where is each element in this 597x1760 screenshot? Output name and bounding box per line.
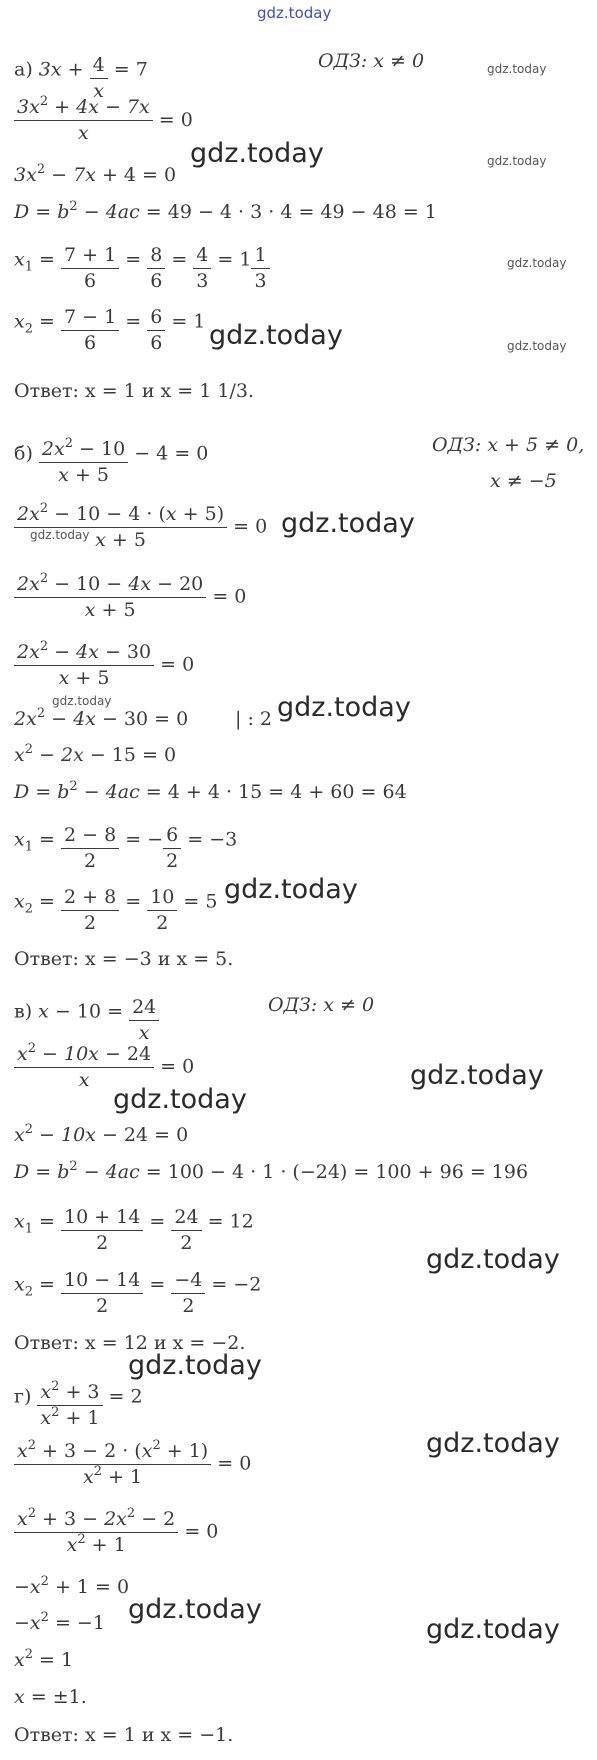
part-a-odz: ОДЗ: x ≠ 0 (318, 50, 425, 72)
part-g-answer: Ответ: x = 1 и x = −1. (14, 1724, 234, 1746)
watermark: gdz.today (507, 256, 567, 270)
watermark: gdz.today (209, 320, 343, 351)
part-v-equation: в) x − 10 = $\frac{24}{x}$ (14, 990, 159, 1035)
watermark: gdz.today (128, 1594, 262, 1625)
part-v-label: в) (14, 1000, 33, 1023)
math-line: $D = b^2 - 4ac = 4 + 4 \cdot 15 = 4 + 60 = 64$ (14, 779, 407, 803)
math-line: $\frac{x^2 + 3 - 2 \cdot (x^2 + 1)}{x^2 + 1}$ = 0 (14, 1442, 251, 1487)
watermark: gdz.today (30, 528, 90, 542)
part-a-label: а) (14, 58, 33, 81)
watermark: gdz.today (190, 138, 324, 169)
watermark: gdz.today (507, 339, 567, 353)
math-line: $\frac{x^2 - 10x - 24}{x}$ = 0 (14, 1045, 194, 1090)
math-line: $x_1$ = $\frac{7 + 1}{6}$ = $\frac{8}{6}$ = $\frac{4}{3}$ = 1 $\frac{1}{3}$ (14, 238, 270, 283)
math-line: $x^2 = 1$ (14, 1647, 74, 1671)
math-line: $\frac{2x^2 - 10 - 4x - 20}{x + 5}$ = 0 (14, 575, 246, 620)
part-v-answer: Ответ: x = 12 и x = −2. (14, 1332, 246, 1354)
math-line: $\frac{3x^2 + 4x - 7x}{x}$ = 0 (14, 98, 193, 143)
part-b-equation: б) $\frac{2x^2 - 10}{x + 5}$ − 4 = 0 (14, 436, 209, 486)
part-a-answer: Ответ: x = 1 и x = 1 1/3. (14, 380, 254, 402)
math-line: $\frac{2x^2 - 10 - 4 \cdot (x + 5)}{x + 5}$ = 0 (14, 505, 267, 550)
part-g-equation: г) $\frac{x^2 + 3}{x^2 + 1}$ = 2 (14, 1379, 143, 1429)
math-line: $x^2 - 2x - 15 = 0$ (14, 742, 177, 766)
math-line: $-x^2 + 1 = 0$ (14, 1574, 130, 1598)
math-line: $x_2$ = $\frac{7 - 1}{6}$ = $\frac{6}{6}$ = 1 (14, 306, 206, 354)
math-line: $x_2$ = $\frac{10 - 14}{2}$ = $\frac{-4}{2}$ = −2 (14, 1269, 262, 1317)
math-line: $D = b^2 - 4ac = 49 - 4 \cdot 3 \cdot 4 = 49 - 48 = 1$ (14, 199, 437, 223)
part-a-equation: а) 3x + $\frac{4}{x}$ = 7 (14, 54, 148, 102)
math-line: $3x^2 - 7x + 4 = 0$ (14, 162, 177, 186)
math-line: $\frac{x^2 + 3 - 2x^2 - 2}{x^2 + 1}$ = 0 (14, 1510, 218, 1555)
watermark: gdz.today (113, 1084, 247, 1115)
math-line: $x_1$ = $\frac{2 - 8}{2}$ = − $\frac{6}{2}$ = −3 (14, 824, 238, 872)
math-line: $\frac{2x^2 - 4x - 30}{x + 5}$ = 0 (14, 643, 194, 688)
part-v-odz: ОДЗ: x ≠ 0 (268, 994, 375, 1016)
watermark: gdz.today (426, 1614, 560, 1645)
part-b-odz-2: x ≠ −5 (490, 470, 557, 492)
divide-note: | : 2 (235, 708, 272, 730)
watermark: gdz.today (426, 1428, 560, 1459)
math-line: $x^2 - 10x - 24 = 0$ (14, 1122, 189, 1146)
watermark: gdz.today (426, 1244, 560, 1275)
watermark: gdz.today (410, 1060, 544, 1091)
math-line: $-x^2 = -1$ (14, 1610, 105, 1634)
math-line: $x_1$ = $\frac{10 + 14}{2}$ = $\frac{24}{2}$ = 12 (14, 1206, 254, 1254)
math-line: x = ±1. (14, 1686, 87, 1708)
watermark: gdz.today (281, 508, 415, 539)
site-header-watermark[interactable]: gdz.today (257, 4, 332, 22)
part-b-odz-1: ОДЗ: x + 5 ≠ 0, (432, 434, 585, 456)
part-g-label: г) (14, 1385, 32, 1408)
math-line: $2x^2 - 4x - 30 = 0$ (14, 706, 189, 730)
fraction: $\frac{4}{x}$ (90, 56, 108, 101)
watermark: gdz.today (224, 874, 358, 905)
watermark: gdz.today (277, 692, 411, 723)
watermark: gdz.today (128, 1350, 262, 1381)
math-line: $D = b^2 - 4ac = 100 - 4 \cdot 1 \cdot (-24) = 100 + 96 = 196$ (14, 1159, 529, 1183)
watermark: gdz.today (487, 62, 547, 76)
watermark: gdz.today (52, 694, 112, 708)
watermark: gdz.today (487, 154, 547, 168)
math-line: $x_2$ = $\frac{2 + 8}{2}$ = $\frac{10}{2}$ = 5 (14, 886, 218, 934)
part-b-answer: Ответ: x = −3 и x = 5. (14, 948, 234, 970)
part-b-label: б) (14, 442, 33, 465)
